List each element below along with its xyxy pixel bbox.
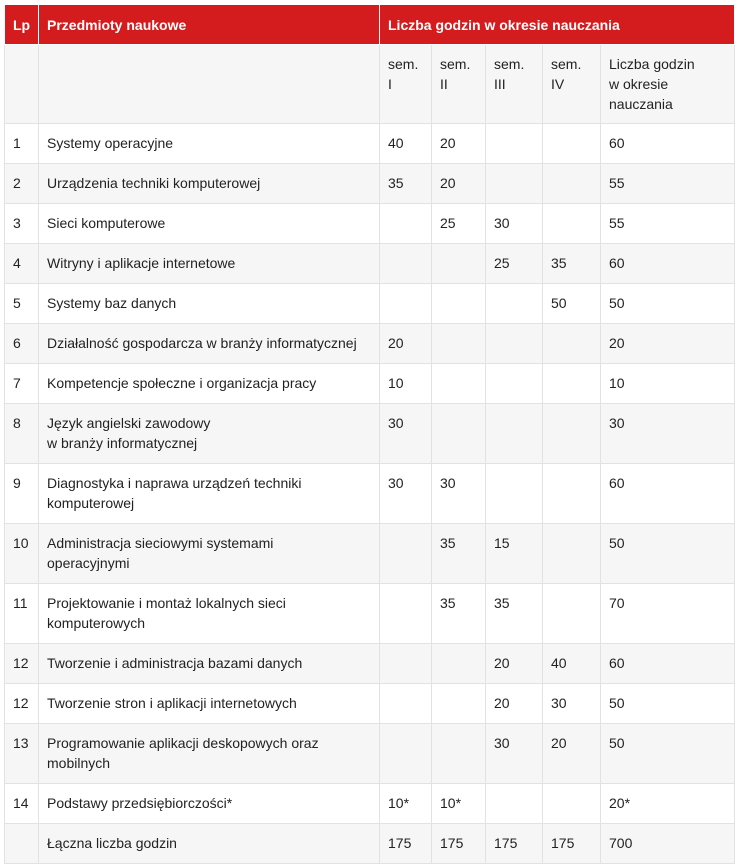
- cell-lp: 12: [5, 684, 39, 724]
- cell-sem3: 30: [486, 724, 543, 784]
- table-row: [5, 324, 735, 364]
- table-row: [5, 204, 735, 244]
- table-row: [5, 284, 735, 324]
- cell-total: 10: [601, 364, 735, 404]
- cell-sem2: 10*: [432, 784, 486, 824]
- cell-subject: Witryny i aplikacje internetowe: [39, 244, 380, 284]
- header-hours: Liczba godzin w okresie nauczania: [380, 5, 735, 45]
- cell-sem1: [380, 204, 432, 244]
- cell-subject: Tworzenie stron i aplikacji internetowych: [39, 684, 380, 724]
- cell-sem1: [380, 284, 432, 324]
- cell-sem1: 10*: [380, 784, 432, 824]
- cell-sem1: [380, 684, 432, 724]
- cell-sem2: 20: [432, 124, 486, 164]
- cell-total: 60: [601, 124, 735, 164]
- table-row: [5, 464, 735, 524]
- cell-lp: 2: [5, 164, 39, 204]
- cell-sem1: 30: [380, 464, 432, 524]
- cell-lp: 14: [5, 784, 39, 824]
- cell-total: 50: [601, 724, 735, 784]
- subheader-sem2: sem. II: [432, 45, 486, 124]
- cell-total: 60: [601, 244, 735, 284]
- subheader-subject: [39, 45, 380, 124]
- cell-sem1: 175: [380, 824, 432, 864]
- cell-lp: 13: [5, 724, 39, 784]
- cell-sem3: [486, 164, 543, 204]
- cell-lp: 12: [5, 644, 39, 684]
- table-row: [5, 124, 735, 164]
- cell-sem1: [380, 584, 432, 644]
- cell-sem3: [486, 404, 543, 464]
- cell-sem4: [543, 404, 601, 464]
- cell-sem3: 25: [486, 244, 543, 284]
- cell-subject: Diagnostyka i naprawa urządzeń techniki komputerowej: [39, 464, 380, 524]
- cell-sem1: [380, 644, 432, 684]
- curriculum-table: [4, 4, 735, 864]
- cell-sem1: 30: [380, 404, 432, 464]
- cell-total: 50: [601, 684, 735, 724]
- cell-sem4: 175: [543, 824, 601, 864]
- cell-lp: 4: [5, 244, 39, 284]
- cell-total: 60: [601, 464, 735, 524]
- cell-sem1: 35: [380, 164, 432, 204]
- cell-subject: Administracja sieciowymi systemami operacyjnymi: [39, 524, 380, 584]
- cell-sem2: [432, 404, 486, 464]
- cell-subject: Systemy operacyjne: [39, 124, 380, 164]
- cell-lp: 3: [5, 204, 39, 244]
- cell-sem3: 175: [486, 824, 543, 864]
- cell-sem2: 20: [432, 164, 486, 204]
- table-row: [5, 584, 735, 644]
- cell-sem4: 30: [543, 684, 601, 724]
- cell-sem3: [486, 464, 543, 524]
- cell-sem3: [486, 784, 543, 824]
- cell-lp: 8: [5, 404, 39, 464]
- cell-total: 70: [601, 584, 735, 644]
- cell-subject: Kompetencje społeczne i organizacja pracy: [39, 364, 380, 404]
- table-row: [5, 824, 735, 864]
- cell-sem4: 35: [543, 244, 601, 284]
- cell-lp: 1: [5, 124, 39, 164]
- cell-sem3: [486, 124, 543, 164]
- cell-total: 50: [601, 524, 735, 584]
- cell-sem2: [432, 684, 486, 724]
- cell-total: 60: [601, 644, 735, 684]
- table-row: [5, 164, 735, 204]
- cell-sem4: [543, 124, 601, 164]
- cell-sem4: [543, 524, 601, 584]
- cell-subject: Działalność gospodarcza w branży informatycznej: [39, 324, 380, 364]
- cell-sem4: [543, 204, 601, 244]
- cell-sem4: [543, 464, 601, 524]
- table-row: [5, 524, 735, 584]
- cell-sem3: 20: [486, 684, 543, 724]
- subheader-lp: [5, 45, 39, 124]
- cell-lp: [5, 824, 39, 864]
- table-row: [5, 364, 735, 404]
- cell-sem1: 10: [380, 364, 432, 404]
- cell-total: 55: [601, 164, 735, 204]
- cell-sem3: 30: [486, 204, 543, 244]
- cell-sem4: [543, 364, 601, 404]
- cell-sem4: [543, 324, 601, 364]
- cell-sem2: 175: [432, 824, 486, 864]
- cell-total: 55: [601, 204, 735, 244]
- cell-subject: Łączna liczba godzin: [39, 824, 380, 864]
- cell-lp: 10: [5, 524, 39, 584]
- cell-total: 700: [601, 824, 735, 864]
- cell-sem4: [543, 584, 601, 644]
- cell-sem4: 50: [543, 284, 601, 324]
- cell-lp: 9: [5, 464, 39, 524]
- subheader-total: Liczba godzin w okresie nauczania: [601, 45, 735, 124]
- cell-sem2: [432, 644, 486, 684]
- cell-total: 50: [601, 284, 735, 324]
- subheader-sem3: sem. III: [486, 45, 543, 124]
- cell-sem3: [486, 284, 543, 324]
- cell-sem3: [486, 324, 543, 364]
- cell-sem3: [486, 364, 543, 404]
- cell-sem3: 15: [486, 524, 543, 584]
- cell-sem2: [432, 284, 486, 324]
- cell-sem2: [432, 364, 486, 404]
- cell-subject: Projektowanie i montaż lokalnych sieci komputerowych: [39, 584, 380, 644]
- cell-sem4: [543, 784, 601, 824]
- table-row: [5, 684, 735, 724]
- cell-sem1: [380, 244, 432, 284]
- cell-sem2: 25: [432, 204, 486, 244]
- subheader-sem1: sem. I: [380, 45, 432, 124]
- cell-sem2: 35: [432, 584, 486, 644]
- header-lp: Lp: [5, 5, 39, 45]
- cell-lp: 7: [5, 364, 39, 404]
- header-subject: Przedmioty naukowe: [39, 5, 380, 45]
- cell-subject: Programowanie aplikacji deskopowych oraz mobilnych: [39, 724, 380, 784]
- cell-sem1: [380, 724, 432, 784]
- cell-sem3: 35: [486, 584, 543, 644]
- cell-subject: Systemy baz danych: [39, 284, 380, 324]
- cell-subject: Tworzenie i administracja bazami danych: [39, 644, 380, 684]
- cell-sem1: 20: [380, 324, 432, 364]
- cell-subject: Urządzenia techniki komputerowej: [39, 164, 380, 204]
- cell-subject: Język angielski zawodowy w branży informatycznej: [39, 404, 380, 464]
- subheader-row: [5, 45, 735, 124]
- cell-sem2: [432, 244, 486, 284]
- cell-sem1: [380, 524, 432, 584]
- cell-sem4: [543, 164, 601, 204]
- table-row: [5, 784, 735, 824]
- subheader-sem4: sem. IV: [543, 45, 601, 124]
- table-row: [5, 644, 735, 684]
- cell-sem4: 20: [543, 724, 601, 784]
- cell-subject: Sieci komputerowe: [39, 204, 380, 244]
- table-row: [5, 724, 735, 784]
- cell-sem4: 40: [543, 644, 601, 684]
- cell-sem2: 30: [432, 464, 486, 524]
- table-row: [5, 244, 735, 284]
- cell-subject: Podstawy przedsiębiorczości*: [39, 784, 380, 824]
- cell-total: 30: [601, 404, 735, 464]
- table-header-row: [5, 5, 735, 45]
- cell-sem2: [432, 724, 486, 784]
- cell-total: 20*: [601, 784, 735, 824]
- table-row: [5, 404, 735, 464]
- cell-total: 20: [601, 324, 735, 364]
- cell-lp: 11: [5, 584, 39, 644]
- cell-sem2: 35: [432, 524, 486, 584]
- cell-sem2: [432, 324, 486, 364]
- cell-lp: 5: [5, 284, 39, 324]
- cell-sem1: 40: [380, 124, 432, 164]
- cell-sem3: 20: [486, 644, 543, 684]
- cell-lp: 6: [5, 324, 39, 364]
